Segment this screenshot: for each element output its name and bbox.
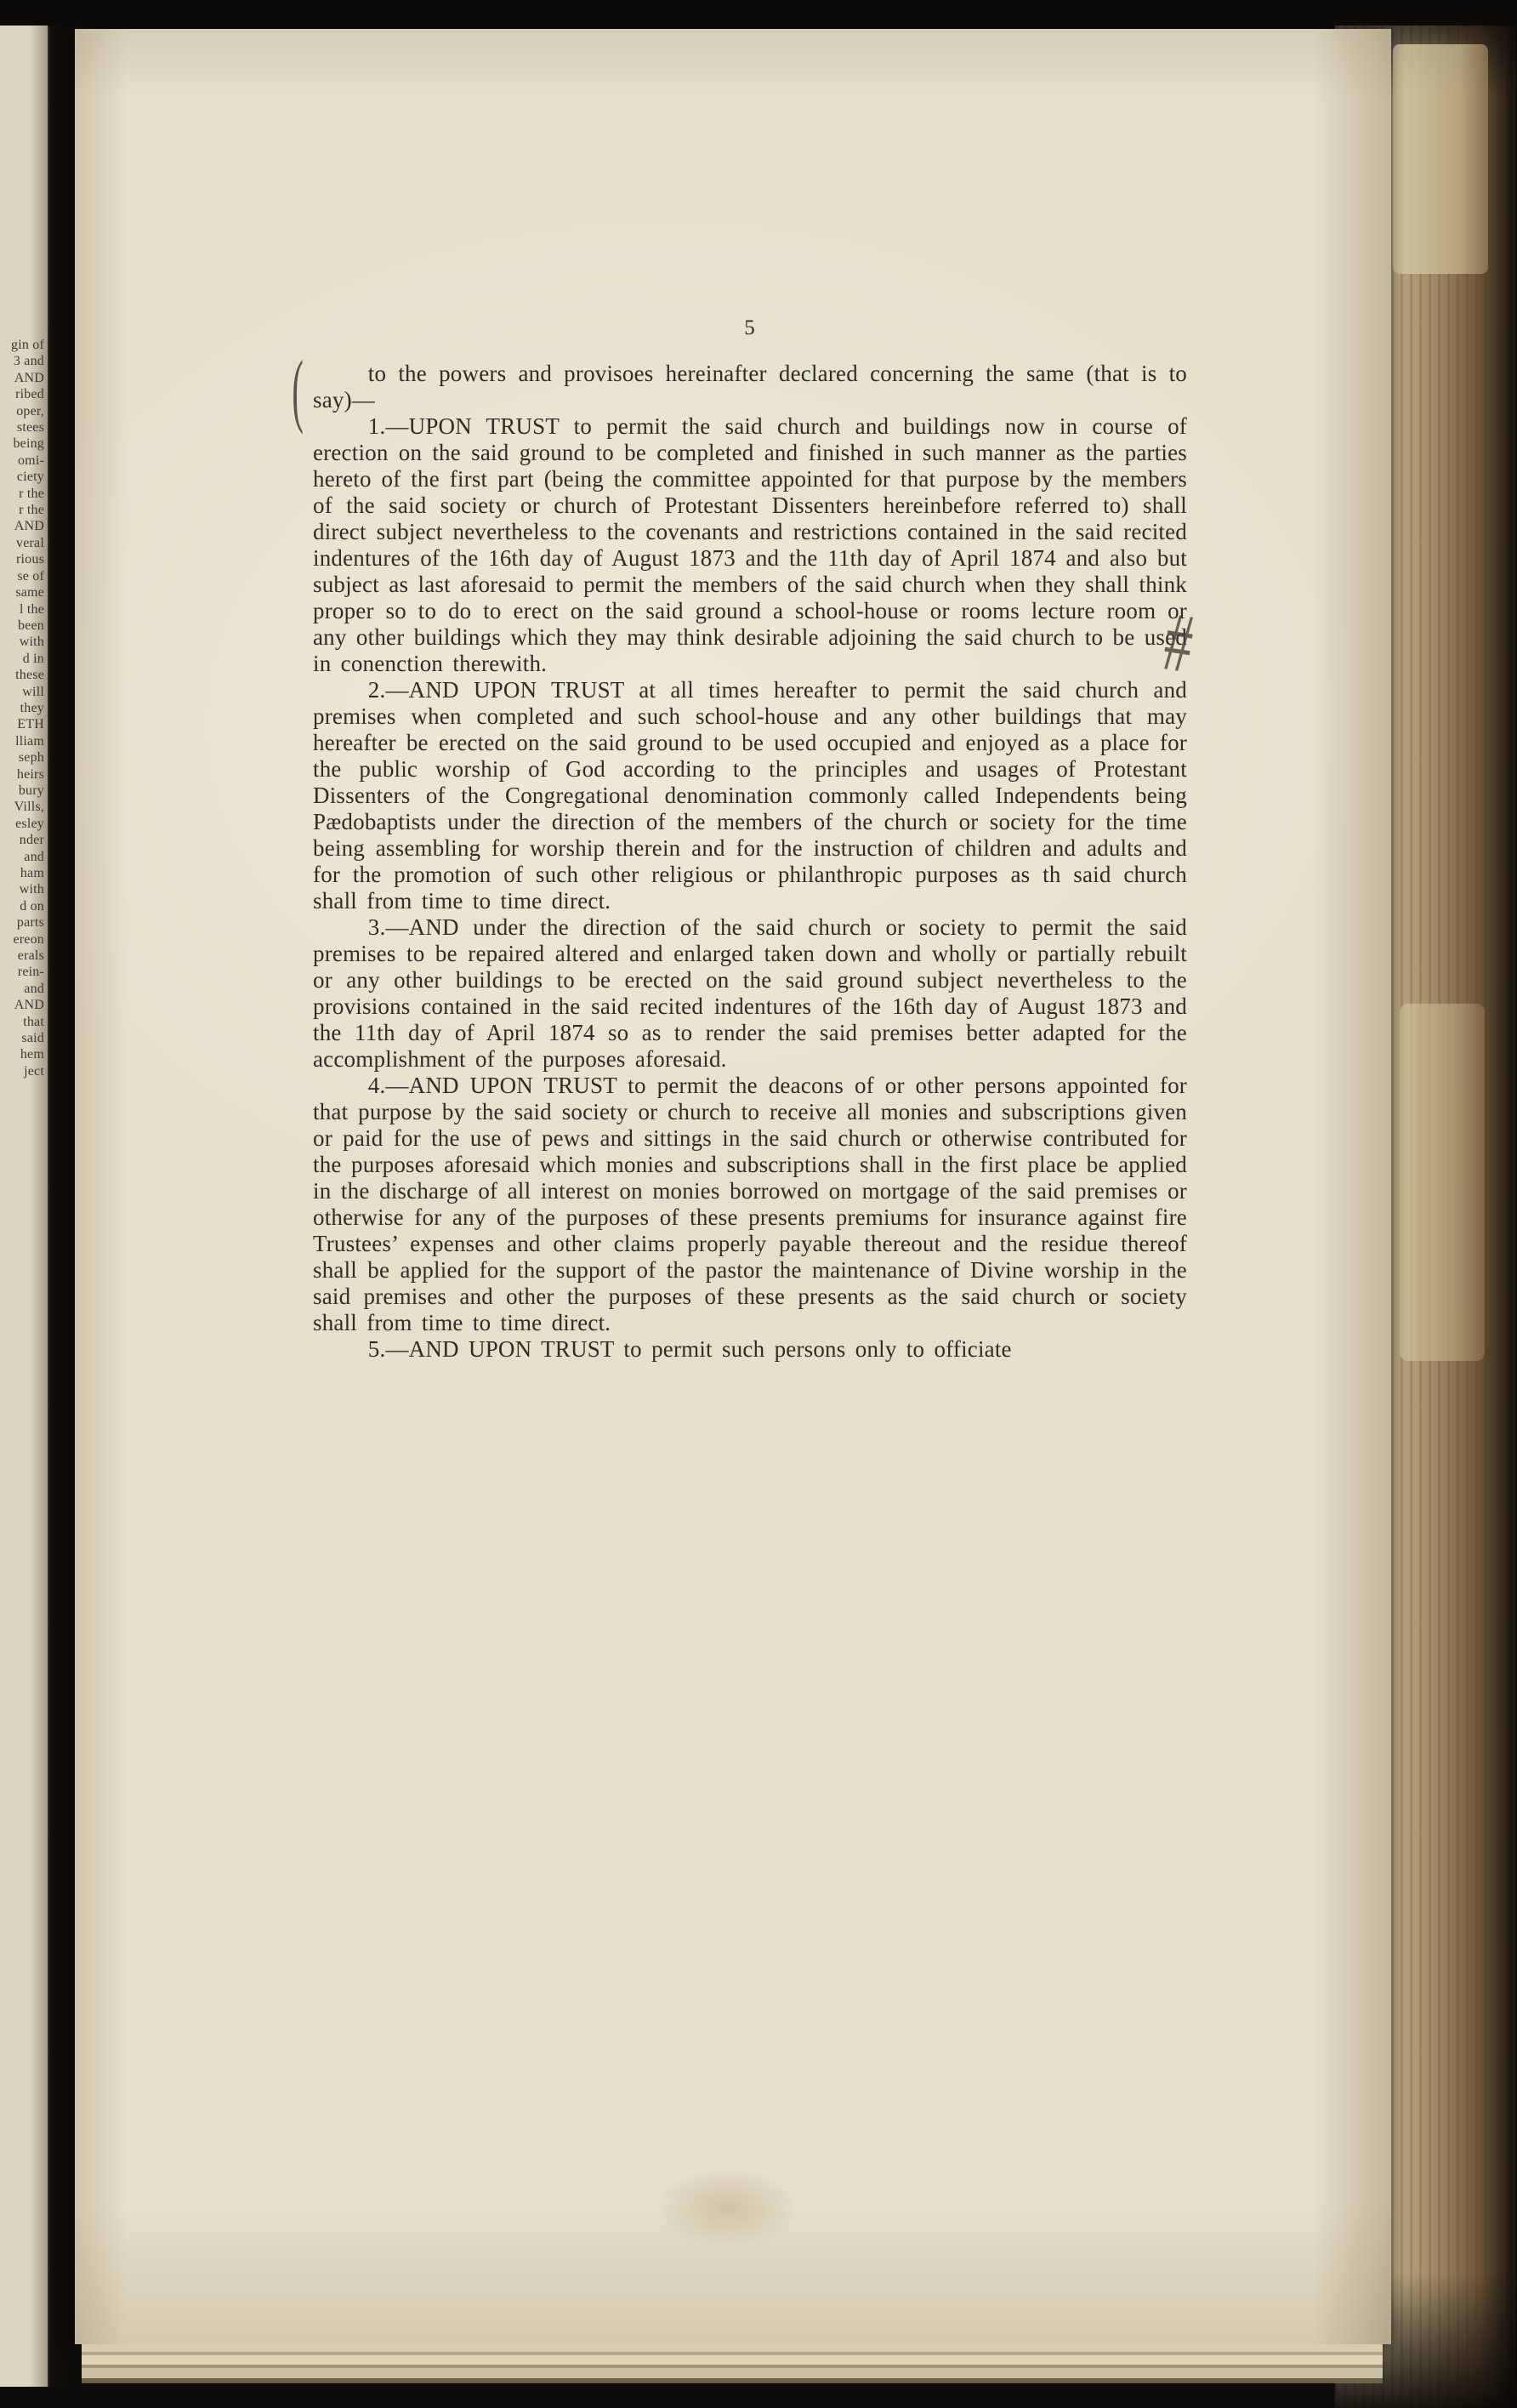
margin-note-fragment: stees xyxy=(16,420,44,435)
margin-note-fragment: rious xyxy=(16,552,44,567)
margin-note-fragment: erals xyxy=(17,948,44,964)
binding-tape-lower xyxy=(1400,1004,1485,1361)
margin-note-fragment: they xyxy=(20,700,44,715)
margin-note-fragment: lliam xyxy=(15,733,44,749)
margin-note-fragment: Vills, xyxy=(14,800,44,815)
margin-note-fragment: AND xyxy=(14,998,44,1013)
margin-note-fragment: rein- xyxy=(17,965,44,980)
page-content xyxy=(292,316,1200,1363)
margin-note-fragment: ham xyxy=(20,866,44,880)
page-bottom-edges xyxy=(82,2344,1383,2383)
margin-note-fragment: oper, xyxy=(16,403,44,418)
paragraph: to the powers and provisoes hereinafter declared concerning the same (that is to say)— xyxy=(313,361,1187,413)
pen-bracket-mark: ( xyxy=(292,344,304,435)
margin-note-fragment: nder xyxy=(19,833,44,848)
margin-note-fragment: r the xyxy=(19,486,44,501)
paragraph: 2.—AND UPON TRUST at all times hereafter to permit the said church and premises when completed and such school-house and any other buildings that may hereafter be erected on the said ground to be used occupied and enjoyed as a place for the public worship of God according to the principles and usages of Protestant Dissenters of the Congregational denomination commonly called Independents being Pædobaptists under the direction of the members of the church or society for the time being assembling for worship therein and for the instruction of children and adults and for the promotion of such other religious or philanthropic purposes as th said church shall from time to time direct. xyxy=(313,677,1187,914)
margin-note-fragment: these xyxy=(15,668,44,683)
margin-note-fragment: ject xyxy=(24,1063,44,1079)
margin-note-fragment: with xyxy=(19,635,44,650)
margin-note-fragment: bury xyxy=(18,783,44,798)
margin-note-fragment: omi- xyxy=(17,453,44,468)
margin-note-fragment: seph xyxy=(18,750,44,766)
margin-note-fragment: r the xyxy=(19,503,44,518)
margin-note-fragment: AND xyxy=(14,370,44,385)
margin-note-fragment: AND xyxy=(14,519,44,534)
previous-page-margin-notes xyxy=(0,337,48,1079)
margin-note-fragment: se of xyxy=(17,568,44,583)
margin-note-fragment: and xyxy=(24,981,44,996)
paragraph: 1.—UPON TRUST to permit the said church and buildings now in course of erection on the said ground to be completed and finished in such manner as the parties hereto of the first part (being the committee appointed for that purpose by the members of the said society or church of Protestant Dissenters hereinbefore referred to) shall direct subject nevertheless to the covenants and restrictions contained in the said recited indentures of the 16th day of August 1873 and the 11th day of April 1874 and also but subject as last aforesaid to permit the members of the said church when they shall think proper so to do to erect on the said ground a school-house or rooms lecture room or any other buildings which they may think desirable adjoining the said church to be used in conenction therewith. xyxy=(313,413,1187,676)
margin-note-fragment: veral xyxy=(16,535,44,550)
margin-note-fragment: ciety xyxy=(16,470,44,485)
paragraph: 4.—AND UPON TRUST to permit the deacons of or other persons appointed for that purpose by the said society or church to receive all monies and subscriptions given or paid for the use of pews and sittings in the said church or otherwise contributed for the purposes aforesaid which monies and subscriptions shall in the first place be applied in the discharge of all interest on monies borrowed on mortgage of the said premises or otherwise for any of the purposes of these presents premiums for insurance against fire Trustees’ expenses and other claims properly payable thereout and the residue thereof shall be applied for the support of the pastor the maintenance of Divine worship in the said premises and other the purposes of these presents as the said church or society shall from time to time direct. xyxy=(313,1073,1187,1335)
margin-note-fragment: parts xyxy=(16,915,44,931)
margin-note-fragment: ribed xyxy=(15,387,44,402)
text-block xyxy=(292,344,1200,1363)
margin-note-fragment: 3 and xyxy=(13,354,44,369)
margin-note-fragment: ETH xyxy=(17,717,44,732)
margin-note-fragment: that xyxy=(23,1014,44,1029)
margin-note-fragment: and xyxy=(24,849,44,864)
margin-note-fragment: with xyxy=(19,882,44,897)
margin-note-fragment: esley xyxy=(15,816,44,831)
margin-note-fragment: ereon xyxy=(13,931,44,947)
margin-note-fragment: will xyxy=(22,684,44,699)
margin-note-fragment: same xyxy=(15,585,44,601)
scanner-background-top xyxy=(0,0,1517,26)
page-gutter-shadow xyxy=(48,22,77,2387)
margin-note-fragment: gin of xyxy=(11,338,44,352)
margin-note-fragment: said xyxy=(21,1031,44,1046)
margin-note-fragment: hem xyxy=(20,1047,44,1062)
margin-note-fragment: d in xyxy=(22,651,44,666)
margin-note-fragment: l the xyxy=(20,601,44,617)
margin-note-fragment: being xyxy=(13,436,44,452)
paragraph: 5.—AND UPON TRUST to permit such persons only to officiate xyxy=(367,1336,1012,1362)
binding-tape xyxy=(1393,44,1488,274)
page-number: 5 xyxy=(744,316,756,339)
margin-note-fragment: been xyxy=(17,618,44,633)
paragraph: 3.—AND under the direction of the said church or society to permit the said premises to be repaired altered and enlarged taken down and wholly or partially rebuilt or any other buildings to be erected on the said ground subject nevertheless to the provisions contained in the said recited indentures of the 16th day of August 1873 and the 11th day of April 1874 so as to render the said premises better adapted for the accomplishment of the purposes aforesaid. xyxy=(313,914,1187,1072)
paper-smudge xyxy=(655,2167,799,2248)
pencil-hash-mark: # xyxy=(1157,594,1200,692)
margin-note-fragment: heirs xyxy=(16,766,44,782)
margin-note-fragment: d on xyxy=(20,898,44,914)
